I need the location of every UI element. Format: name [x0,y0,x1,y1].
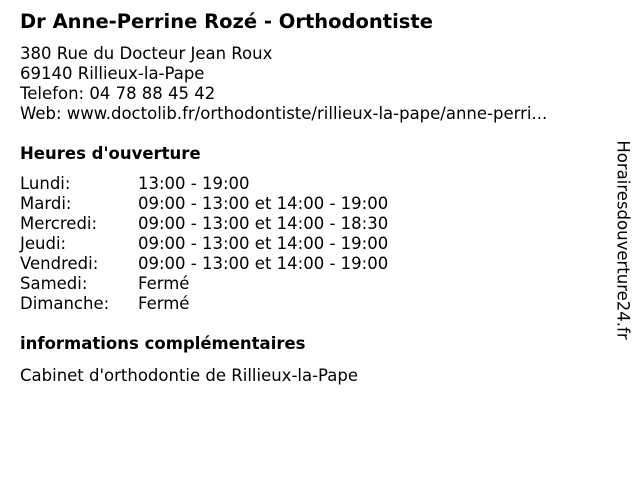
hours-row [20,194,388,214]
contact-block [20,44,547,124]
hours-row [20,294,388,314]
website-link[interactable]: Web: www.doctolib.fr/orthodontiste/rillieux-la-pape/anne-perri... [20,104,548,123]
hours-row [20,254,388,274]
hours-day: Lundi: [20,174,71,193]
hours-time: 13:00 - 19:00 [138,174,250,193]
hours-day: Vendredi: [20,254,99,273]
hours-day: Dimanche: [20,294,110,313]
hours-time: 09:00 - 13:00 et 14:00 - 18:30 [138,214,389,233]
hours-time: 09:00 - 13:00 et 14:00 - 19:00 [138,194,389,213]
hours-time: 09:00 - 13:00 et 14:00 - 19:00 [138,254,389,273]
info-text: Cabinet d'orthodontie de Rillieux-la-Pape [20,366,358,385]
hours-row [20,234,388,254]
street-address: 380 Rue du Docteur Jean Roux [20,44,273,63]
hours-time: Fermé [138,274,190,293]
page-title: Dr Anne-Perrine Rozé - Orthodontiste [20,10,433,33]
watermark: Horairesdouverture24.fr [613,140,633,340]
phone-number: Telefon: 04 78 88 45 42 [20,84,216,103]
hours-row [20,214,388,234]
hours-table [20,174,388,314]
hours-heading: Heures d'ouverture [20,144,201,163]
info-heading: informations complémentaires [20,334,306,353]
hours-day: Mercredi: [20,214,98,233]
hours-day: Samedi: [20,274,88,293]
hours-time: 09:00 - 13:00 et 14:00 - 19:00 [138,234,389,253]
hours-time: Fermé [138,294,190,313]
hours-row [20,274,388,294]
hours-day: Mardi: [20,194,72,213]
hours-row [20,174,388,194]
city-address: 69140 Rillieux-la-Pape [20,64,205,83]
hours-day: Jeudi: [20,234,67,253]
